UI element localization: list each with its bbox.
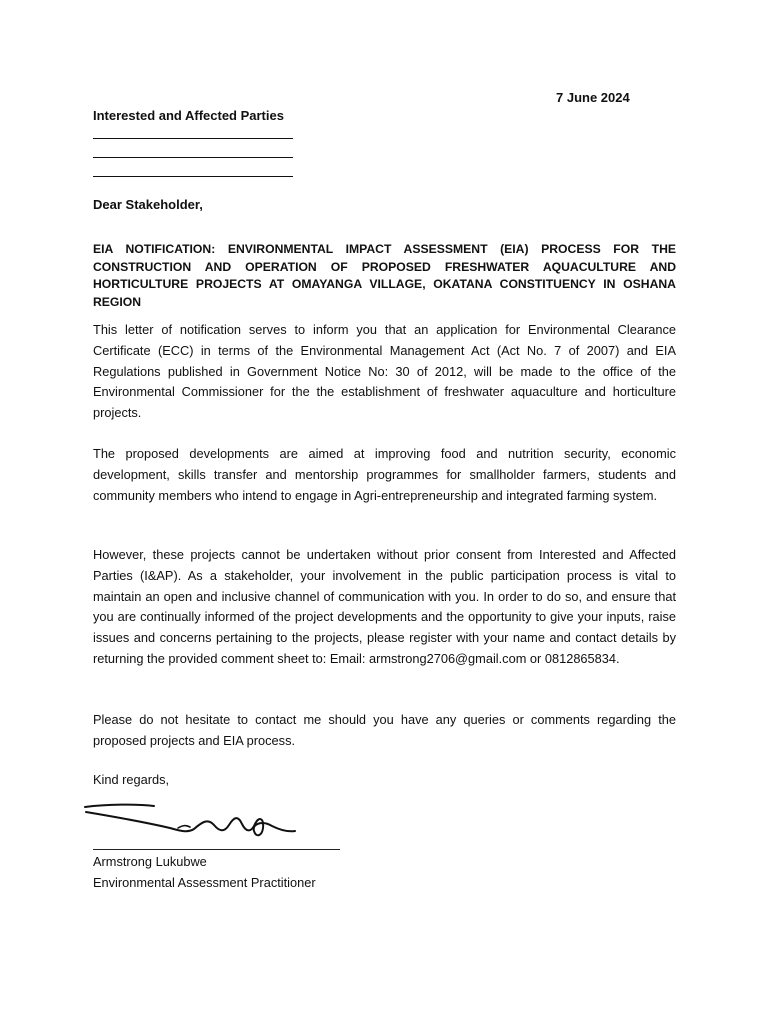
address-blank-line-1 [93,138,293,139]
signer-title: Environmental Assessment Practitioner [93,875,316,890]
letter-greeting: Dear Stakeholder, [93,197,203,212]
body-paragraph-2: The proposed developments are aimed at improving food and nutrition security, economic development, skills transfer and mentorship programmes for smallholder farmers, students and community members who intend to engage in Agri-entrepreneurship and integrated farming system. [93,446,676,503]
body-paragraph-1: This letter of notification serves to inform you that an application for Environmental Clearance Certificate (ECC) in terms of the Environmental Management Act (Act No. 7 of 2007) and EIA Regulations published in Government Notice No: 30 of 2012, will be made to the office of the Environmental Commissioner for the the establishment of freshwater aquaculture and horticulture projects. [93,322,676,421]
letter-closing: Kind regards, [93,772,170,787]
body-paragraph-3: However, these projects cannot be undertaken without prior consent from Interested and Affected Parties (I&AP). As a stakeholder, your involvement in the public participation process is vital to maintain an open and inclusive channel of communication with you. In order to do so, and ensure that you are continually informed of the project developments and the opportunity to give your inputs, raise issues and concerns pertaining to the projects, please register with your name and contact details by returning the provided comment sheet to: Email: armstrong2706@gmail.com or 0812865834. [93,547,676,666]
address-blank-line-2 [93,157,293,158]
recipient-heading: Interested and Affected Parties [93,108,284,123]
signature-line [93,849,340,850]
letter-subject: EIA NOTIFICATION: ENVIRONMENTAL IMPACT ASSESSMENT (EIA) PROCESS FOR THE CONSTRUCTION AND OPERATION OF PROPOSED FRESHWATER AQUACULTURE AND HORTICULTURE PROJECTS AT OMAYANGA VILLAGE, OKATANA CONSTITUENCY IN OSHANA REGION [93,242,676,309]
handwritten-signature-icon [82,798,302,844]
letter-date: 7 June 2024 [556,90,630,105]
address-blank-line-3 [93,176,293,177]
body-paragraph-4: Please do not hesitate to contact me should you have any queries or comments regarding the proposed projects and EIA process. [93,712,676,748]
signer-name: Armstrong Lukubwe [93,854,207,869]
